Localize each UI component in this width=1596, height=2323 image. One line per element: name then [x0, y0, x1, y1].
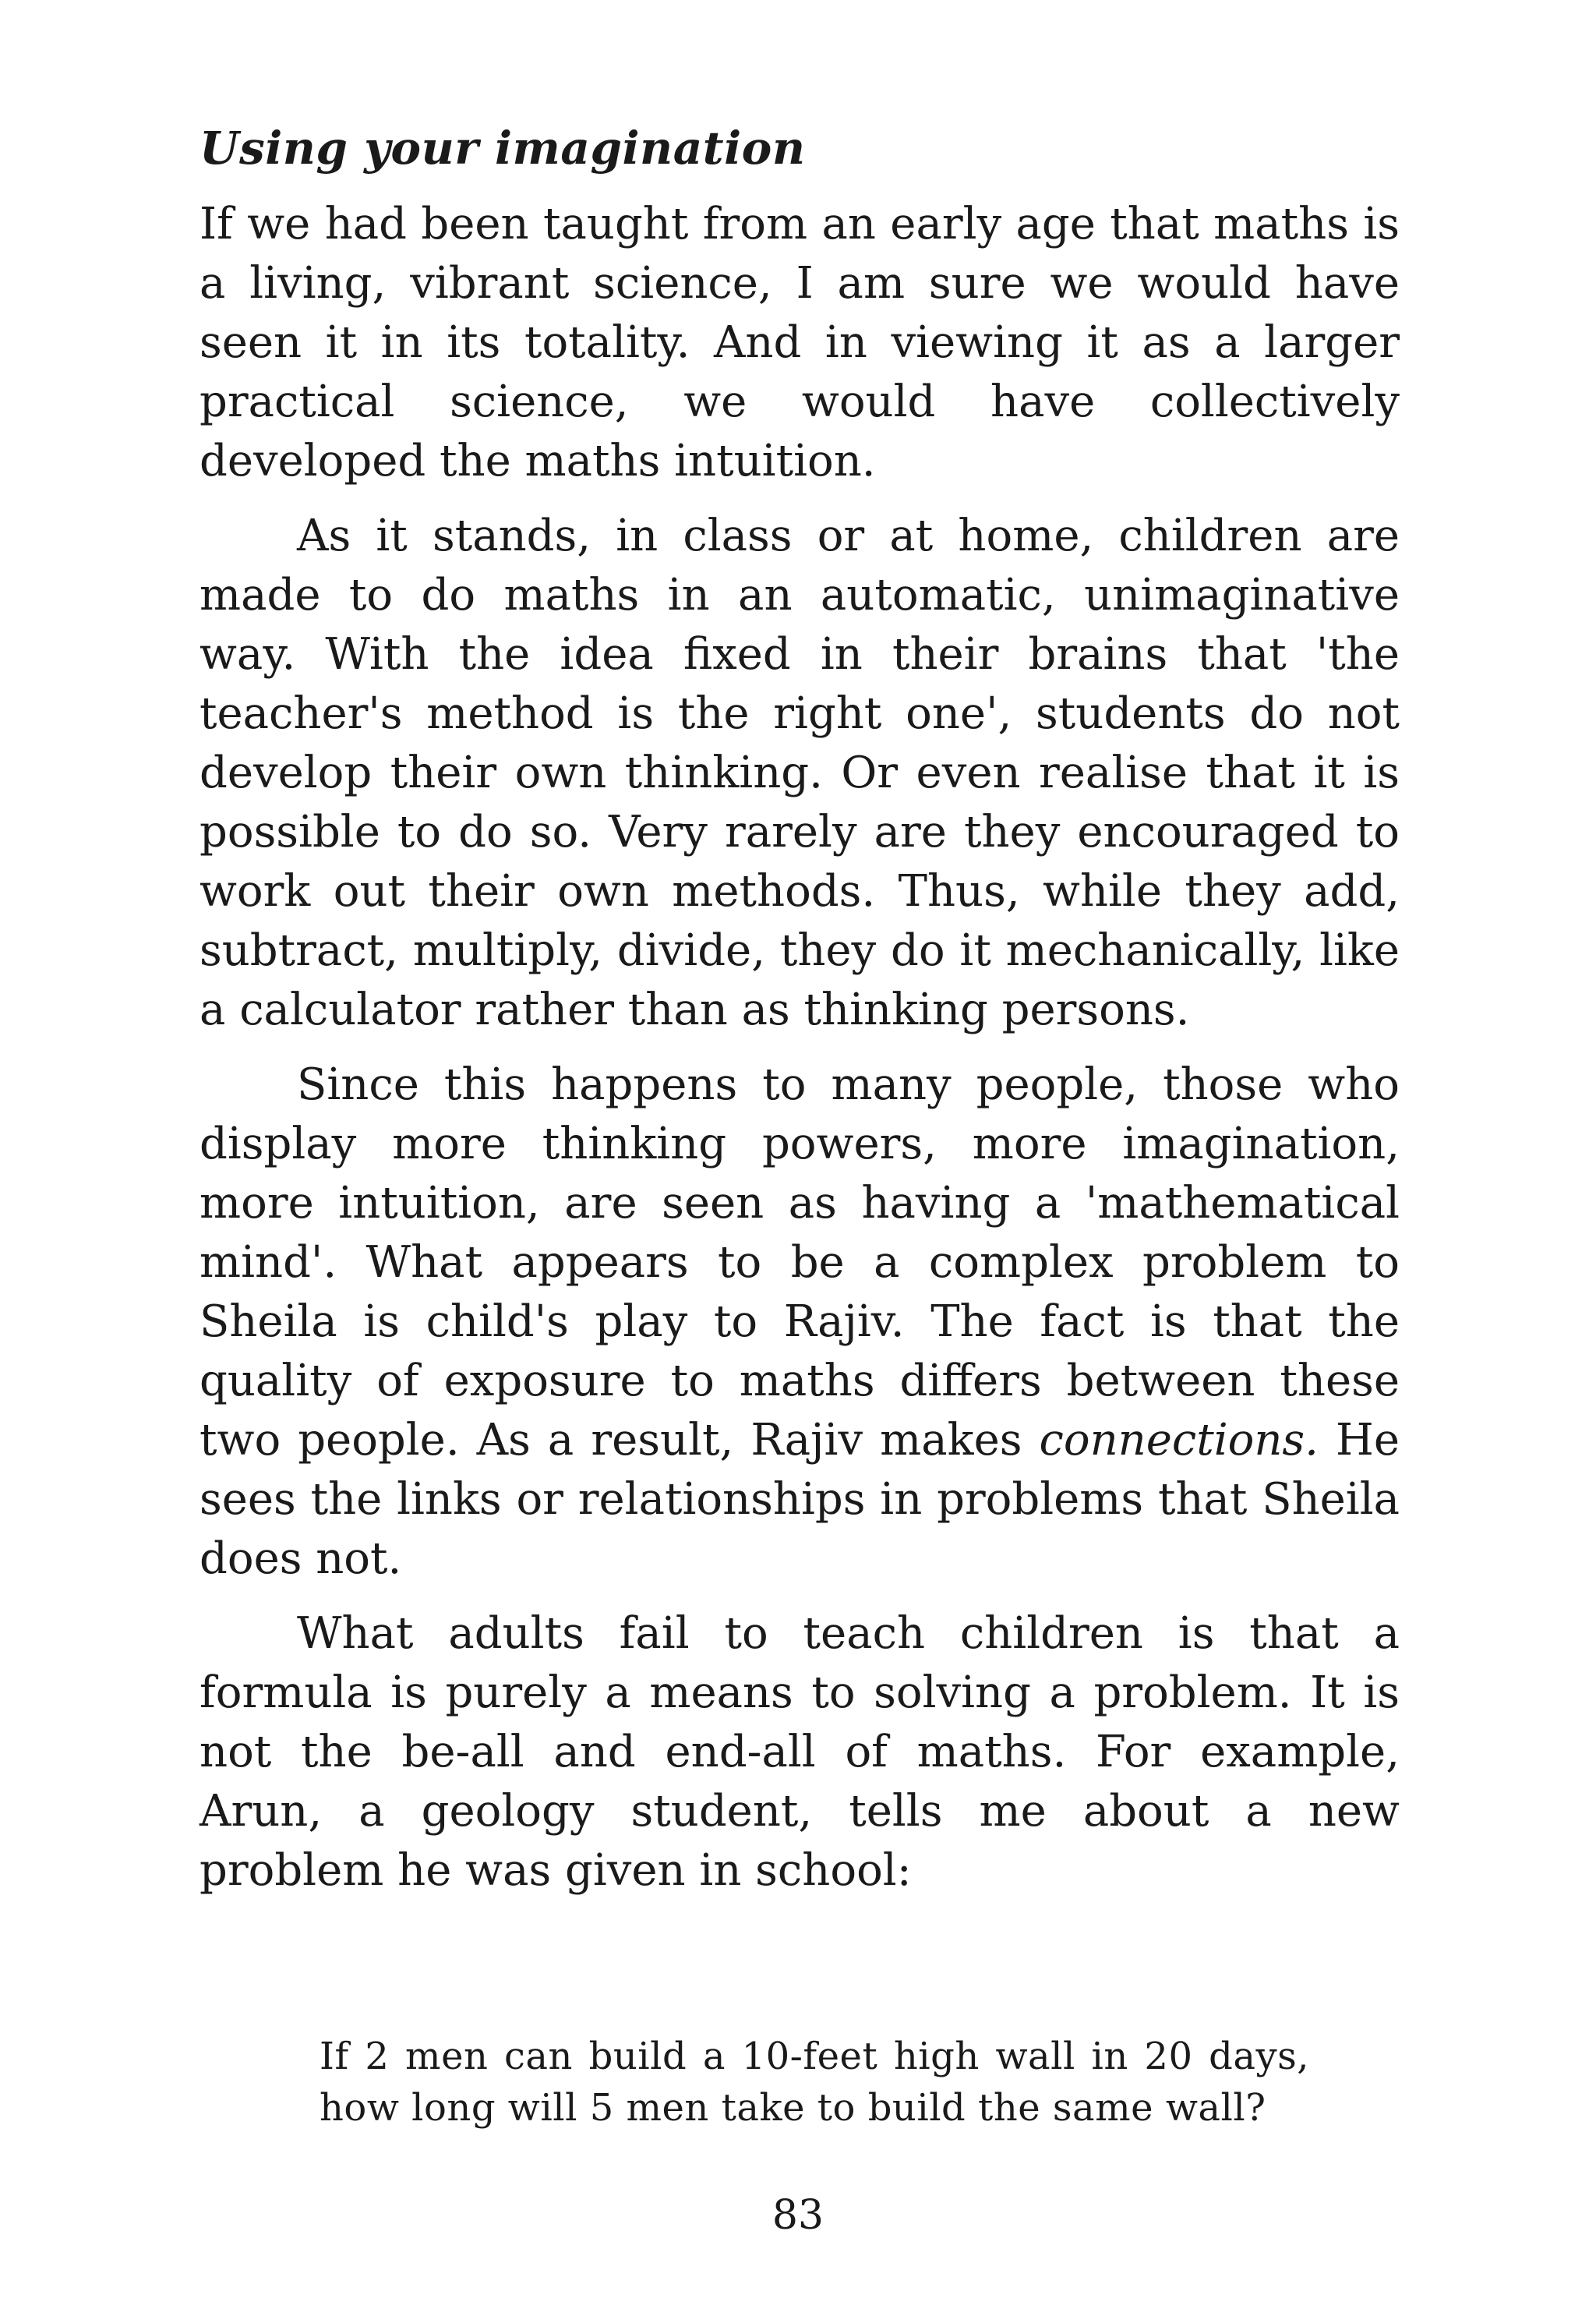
paragraph-1: If we had been taught from an early age that maths is a living, vibrant science, I am sure we would have seen it in its totality. And in viewing it as a larger practical science, we would have collectively developed the maths intuition. — [200, 199, 1400, 486]
paragraph-3-text-before: Since this happens to many people, those who display more thinking powers, more imagination, more intuition, are seen as having a 'mathematical mind'. What appears to be a complex problem to Sheila is child's play to Rajiv. The fact is that the quality of exposure to maths differs between these two people. As a result, Rajiv makes — [200, 1059, 1400, 1466]
paragraph-2: As it stands, in class or at home, children are made to do maths in an automatic, unimaginative way. With the idea fixed in their brains that 'the teacher's method is the right one', students do not develop their own thinking. Or even realise that it is possible to do so. Very rarely are they encouraged to work out their own methods. Thus, while they add, subtract, multiply, divide, they do it mechanically, like a calculator rather than as thinking persons. — [200, 511, 1400, 1035]
paragraph-3-text-after: He sees the links or relationships in problems that Sheila does not. — [200, 1415, 1400, 1584]
page-number: 83 — [772, 2192, 824, 2239]
paragraph-4: What adults fail to teach children is that a formula is purely a means to solving a problem. It is not the be-all and end-all of maths. For example, Arun, a geology student, tells me about a new problem he was given in school: — [200, 1608, 1400, 1896]
section-heading: Using your imagination — [200, 122, 806, 175]
paragraph-3-emphasis: connections. — [1039, 1415, 1319, 1466]
paragraph-3 — [200, 1055, 1400, 1589]
page-body — [200, 117, 1400, 1916]
problem-quote: If 2 men can build a 10-feet high wall in 20 days, how long will 5 men take to build the same wall? — [320, 2035, 1309, 2130]
